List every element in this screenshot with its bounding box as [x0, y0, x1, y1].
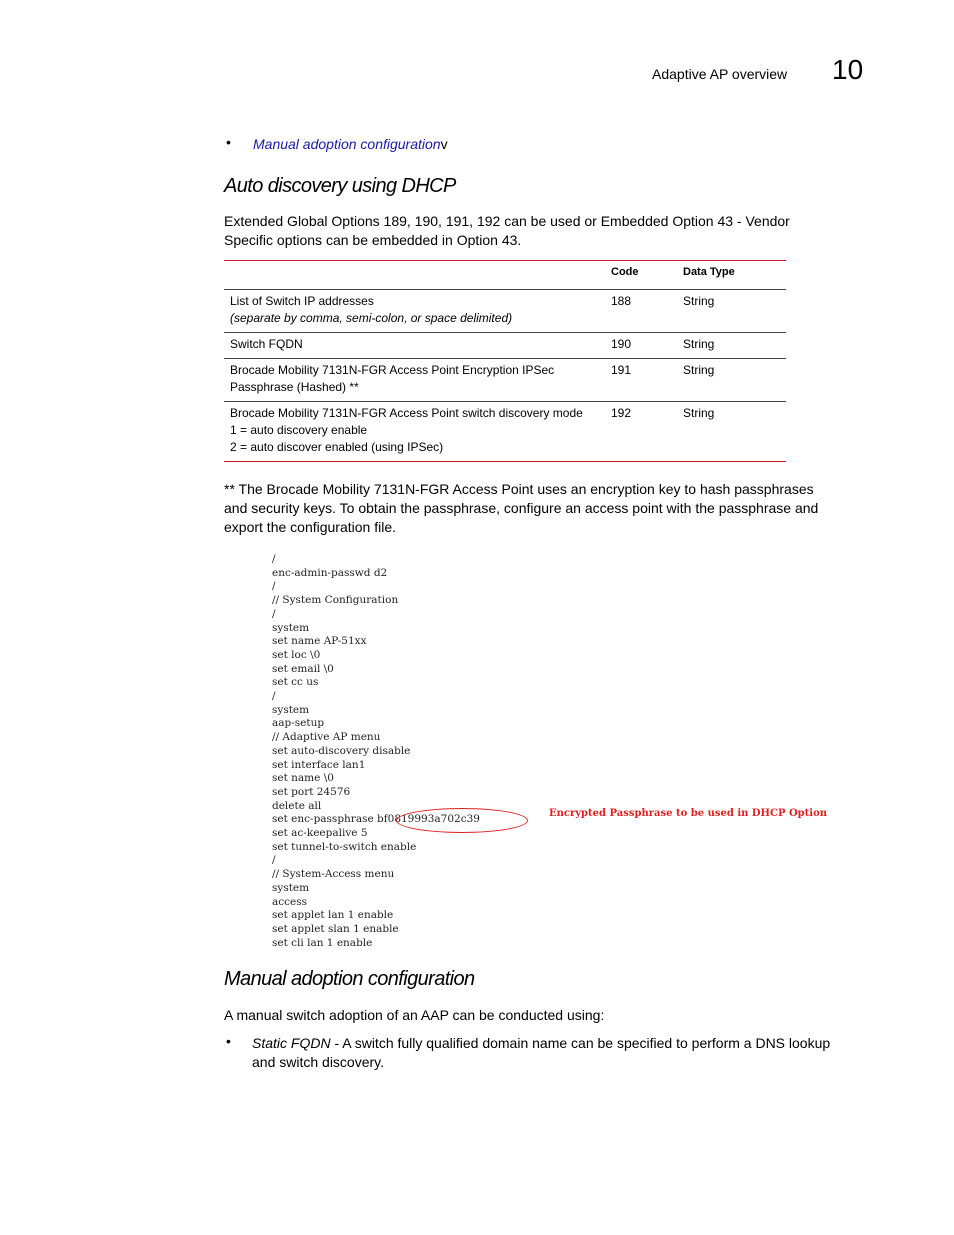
note-line-1: ** The Brocade Mobility 7131N-FGR Access Point uses an encryption key to hash passphrases — [224, 481, 814, 497]
row-description — [224, 333, 605, 359]
static-fqdn-desc-2: and switch discovery. — [252, 1054, 385, 1070]
desc-line: Switch FQDN — [230, 337, 303, 351]
bullet-icon: • — [226, 1033, 231, 1049]
manual-adoption-section — [224, 968, 475, 991]
header-data-type: Data Type — [683, 266, 735, 278]
static-fqdn-term: Static FQDN — [252, 1035, 331, 1051]
config-listing: / enc-admin-passwd d2 / // System Configuration / system set name AP-51xx set loc \0 set email \0 set cc us / system aap-setup // Adaptive AP menu set auto-discovery disable set interface lan1 set name \0 set port 24576 delete all set enc-passphrase bf0819993a702c39 set ac-keepalive 5 set tunnel-to-switch enable / // System-Access menu system access set applet lan 1 enable set applet slan 1 enable set cli lan 1 enable — [272, 553, 480, 949]
desc-line: List of Switch IP addresses — [230, 294, 374, 308]
row-code: 191 — [611, 363, 632, 377]
desc-line-3: 2 = auto discover enabled (using IPSec) — [230, 440, 444, 454]
bullet-icon: • — [226, 134, 231, 150]
intro-line-2: Specific options can be embedded in Option 43. — [224, 232, 522, 248]
row-code: 188 — [611, 294, 632, 308]
manual-adoption-heading: Manual adoption configuration — [224, 968, 475, 990]
table-row — [224, 402, 786, 462]
passphrase-highlight-circle — [396, 808, 528, 833]
header-description — [224, 261, 605, 290]
static-fqdn-bullet — [226, 1033, 231, 1051]
auto-discovery-intro — [224, 212, 790, 250]
auto-discovery-section — [224, 175, 456, 198]
row-description — [224, 290, 605, 333]
chapter-number: 10 — [832, 54, 864, 85]
top-bullet-suffix: v — [440, 136, 448, 152]
row-description — [224, 402, 605, 462]
row-type: String — [683, 363, 715, 377]
note-line-3: export the configuration file. — [224, 519, 396, 535]
manual-adoption-link[interactable]: Manual adoption configuration — [253, 136, 441, 152]
note-line-2: and security keys. To obtain the passphrase, configure an access point with the passphrase and — [224, 500, 819, 516]
auto-discovery-heading: Auto discovery using DHCP — [224, 175, 456, 197]
running-header-title: Adaptive AP overview — [652, 66, 788, 82]
row-type: String — [683, 406, 715, 420]
row-type: String — [683, 294, 715, 308]
row-description — [224, 359, 605, 402]
row-code: 190 — [611, 337, 632, 351]
top-bullet-text — [253, 136, 448, 152]
passphrase-annotation: Encrypted Passphrase to be used in DHCP Option — [549, 808, 828, 819]
static-fqdn-text — [252, 1034, 872, 1072]
table-row — [224, 333, 786, 359]
passphrase-note — [224, 480, 818, 537]
desc-line: Brocade Mobility 7131N-FGR Access Point switch discovery mode — [230, 406, 583, 420]
intro-line-1: Extended Global Options 189, 190, 191, 192 can be used or Embedded Option 43 - Vendor — [224, 213, 790, 229]
dhcp-options-table — [224, 260, 786, 462]
table-row — [224, 359, 786, 402]
desc-line-2: 1 = auto discovery enable — [230, 423, 368, 437]
top-bullet — [226, 134, 231, 152]
row-type: String — [683, 337, 715, 351]
desc-line: Brocade Mobility 7131N-FGR Access Point Encryption IPSec — [230, 363, 555, 377]
static-fqdn-desc: - A switch fully qualified domain name can be specified to perform a DNS lookup — [330, 1035, 831, 1051]
table-header-row — [224, 261, 786, 290]
desc-note: (separate by comma, semi-colon, or space delimited) — [230, 311, 513, 325]
row-code: 192 — [611, 406, 632, 420]
header-code: Code — [611, 266, 639, 278]
manual-adoption-intro: A manual switch adoption of an AAP can be conducted using: — [224, 1007, 605, 1023]
desc-line-2: Passphrase (Hashed) ** — [230, 380, 359, 394]
table-row — [224, 290, 786, 333]
